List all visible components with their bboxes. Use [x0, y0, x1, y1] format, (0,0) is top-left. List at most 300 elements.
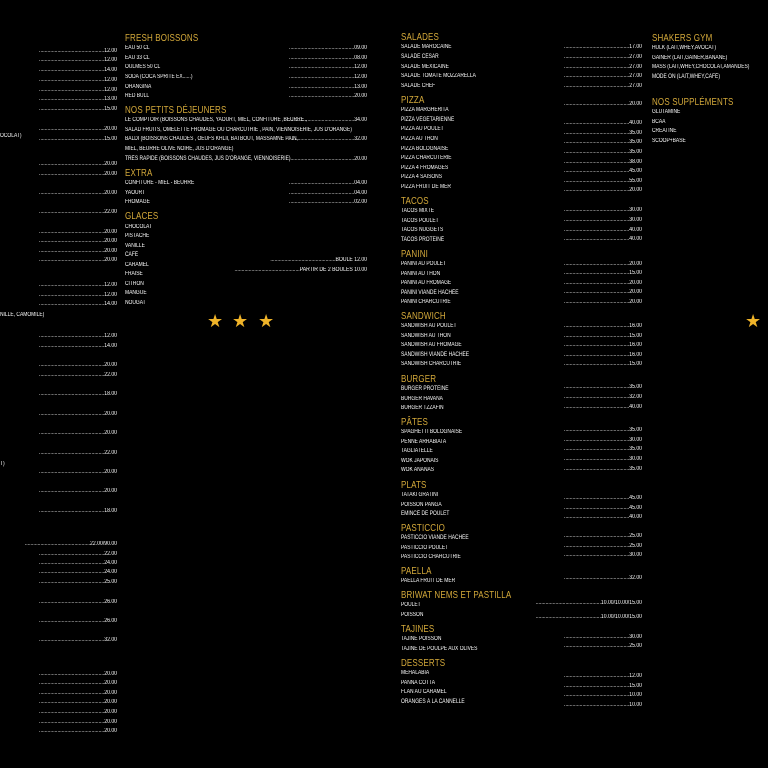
- pizza-price: [564, 178, 642, 185]
- leader-dots: ..............................................: [564, 404, 630, 410]
- fresh-boissons-item: EAU 50 CL: [125, 45, 150, 51]
- shakers-gym-item: GAINER (LAIT,GAINER,BANANE): [652, 55, 728, 61]
- price-value: 08.00: [354, 55, 367, 61]
- leader-dots: ..............................................: [39, 343, 105, 349]
- leader-dots: ..............................................: [39, 190, 105, 196]
- price-value: 27.00: [629, 54, 642, 60]
- price-value: 12.00: [354, 74, 367, 80]
- pizza-item: PIZZA VÉGÉTARIENNE: [401, 117, 455, 123]
- leader-dots: ..............................................: [39, 391, 105, 397]
- price-value: 17.00: [629, 44, 642, 50]
- glaces-price: [270, 257, 367, 264]
- leader-dots: ..............................................: [564, 236, 630, 242]
- salades-item: SALADE TOMATE MOZZARELLA: [401, 73, 476, 79]
- leader-dots: ..............................................: [564, 120, 630, 126]
- price-value: 20.00: [104, 728, 117, 734]
- jeuners-price: [289, 117, 368, 124]
- briwat-item: POULET: [401, 602, 421, 608]
- leader-dots: ..............................................: [289, 180, 355, 186]
- desserts-heading: DESSERTS: [401, 658, 446, 669]
- price-value: 30.00: [629, 437, 642, 443]
- leader-dots: ..............................................: [564, 217, 630, 223]
- leader-dots: ..............................................: [289, 64, 355, 70]
- col0-price: [39, 238, 117, 245]
- col0-price: [39, 551, 117, 558]
- extra-item: FROMAGE: [125, 199, 150, 205]
- pates-item: TAGLIATELLE: [401, 448, 433, 454]
- pates-item: WOK JAPONAIS: [401, 458, 439, 464]
- col0-price: [39, 229, 117, 236]
- col0-clipped-text: NILLE, CAMOMILE): [0, 312, 45, 318]
- leader-dots: ..............................................: [289, 84, 355, 90]
- fresh-price: [289, 45, 367, 52]
- price-value: 20.00: [104, 238, 117, 244]
- leader-dots: ..............................................: [39, 618, 105, 624]
- sandwich-price: [564, 323, 642, 330]
- price-value: 40.00: [629, 404, 642, 410]
- price-value: 40.00: [629, 120, 642, 126]
- leader-dots: ..............................................: [39, 238, 105, 244]
- price-value: 22.00: [104, 450, 117, 456]
- briwat-price: [535, 614, 642, 621]
- petits-dejeuners-item: MIEL, BEURRE OLIVE NOIRE, JUS D'ORANGE): [125, 146, 234, 152]
- leader-dots: ..............................................: [39, 728, 105, 734]
- price-value: 30.00: [629, 552, 642, 558]
- briwat-heading: BRIWAT NEMS ET PASTILLA: [401, 590, 512, 601]
- price-value: 34.00: [354, 117, 367, 123]
- price-value: 12.00: [104, 333, 117, 339]
- price-value: 25.00: [629, 533, 642, 539]
- pasticcio-item: PASTICCIO VIANDE HACHÉE: [401, 535, 469, 541]
- salades-price: [564, 73, 642, 80]
- col0-price: [39, 569, 117, 576]
- pasticcio-item: PASTICCIO CHARCUTRIE: [401, 554, 461, 560]
- price-value: 04.00: [354, 190, 367, 196]
- fresh-boissons-item: SODA (COCA SPRITE EX......): [125, 74, 193, 80]
- extra-price: [289, 190, 367, 197]
- leader-dots: ..............................................: [39, 248, 105, 254]
- fresh-boissons-item: RED BULL: [125, 93, 150, 99]
- pizza-item: PIZZA 4 SAISONS: [401, 174, 443, 180]
- price-value: 35.00: [629, 130, 642, 136]
- plats-item: TATAKI GRATINI: [401, 492, 439, 498]
- fresh-boissons-item: ORANGINA: [125, 84, 152, 90]
- leader-dots: ..............................................: [564, 437, 630, 443]
- leader-dots: ..............................................: [289, 190, 355, 196]
- desserts-price: [564, 673, 642, 680]
- pasticcio-heading: PASTICCIO: [401, 523, 445, 534]
- leader-dots: ..............................................: [535, 614, 601, 620]
- pizza-item: PIZZA MARGHERITA: [401, 107, 449, 113]
- pizza-item: PIZZA CHARCUTERIE: [401, 155, 452, 161]
- col0-price: [39, 106, 117, 113]
- col0-price: [39, 362, 117, 369]
- pizza-price: [564, 120, 642, 127]
- glaces-item: VANILLE: [125, 243, 145, 249]
- plats-item: POISSON PANGA: [401, 502, 442, 508]
- price-value: 20.00: [629, 289, 642, 295]
- price-value: 20.00: [104, 126, 117, 132]
- salades-item: SALADE MEXICAINE: [401, 64, 449, 70]
- col0-price: [39, 248, 117, 255]
- supplements-heading: NOS SUPPLÉMENTS: [652, 97, 734, 108]
- panini-item: PANINI AU FROMAGE: [401, 280, 452, 286]
- leader-dots: ..............................................: [39, 508, 105, 514]
- leader-dots: ..............................................: [564, 683, 630, 689]
- price-value: 30.00: [629, 456, 642, 462]
- price-value: 20.00: [354, 156, 367, 162]
- leader-dots: ..............................................: [564, 505, 630, 511]
- panini-heading: PANINI: [401, 249, 429, 260]
- price-value: 22.00: [104, 372, 117, 378]
- leader-dots: ..............................................: [564, 101, 630, 107]
- leader-dots: ..............................................: [564, 702, 630, 708]
- salades-price: [564, 54, 642, 61]
- col0-price: [39, 96, 117, 103]
- burger-item: BURGER TZZAFIN: [401, 405, 444, 411]
- pasticcio-price: [564, 552, 642, 559]
- price-value: 10.00/10.00/15.00: [600, 614, 642, 620]
- sandwich-heading: SANDWICH: [401, 311, 446, 322]
- pasticcio-price: [564, 533, 642, 540]
- plats-item: EMINCÉ DE POULET: [401, 511, 450, 517]
- price-value: 12.00: [104, 77, 117, 83]
- pates-price: [564, 456, 642, 463]
- leader-dots: ..............................................: [564, 299, 630, 305]
- leader-dots: ..............................................: [39, 450, 105, 456]
- leader-dots: ..............................................: [39, 229, 105, 235]
- glaces-item: MANGUE: [125, 290, 147, 296]
- salades-price: [564, 44, 642, 51]
- petits-dejeuners-item: TRÈS RAPIDE (BOISSONS CHAUDES, JUS D'ORANGE, VIENNOISERIE): [125, 156, 291, 162]
- price-value: 12.00: [629, 673, 642, 679]
- price-value: 27.00: [629, 73, 642, 79]
- leader-dots: ..............................................: [564, 692, 630, 698]
- leader-dots: ..............................................: [289, 45, 355, 51]
- col0-price: [39, 282, 117, 289]
- leader-dots: ..............................................: [289, 199, 355, 205]
- leader-dots: ..............................................: [39, 372, 105, 378]
- price-value: 10.00: [629, 702, 642, 708]
- tacos-price: [564, 236, 642, 243]
- price-value: 15.00: [629, 361, 642, 367]
- col0-price: [39, 136, 117, 143]
- col0-price: [39, 450, 117, 457]
- col0-clipped-text: T): [0, 461, 5, 467]
- col0-price: [39, 719, 117, 726]
- pizza-price: [564, 149, 642, 156]
- leader-dots: ..............................................: [39, 48, 105, 54]
- petits-dejeuners-item: BALDI (BOISSONS CHAUDES , OEUFS KHLII, BATBOUT, MASSAMNE PAIN,: [125, 136, 298, 142]
- col0-price: [39, 680, 117, 687]
- price-value: 20.00: [104, 680, 117, 686]
- price-value: 12.00: [104, 292, 117, 298]
- leader-dots: ..............................................: [39, 488, 105, 494]
- price-value: 45.00: [629, 505, 642, 511]
- leader-dots: ..............................................: [564, 64, 630, 70]
- price-value: 32.00: [629, 394, 642, 400]
- col0-price: [39, 87, 117, 94]
- pizza-item: PIZZA AU THON: [401, 136, 438, 142]
- col0-price: [39, 67, 117, 74]
- tacos-item: TACOS PROTEINÉ: [401, 237, 445, 243]
- burger-price: [564, 384, 642, 391]
- col0-price: [39, 77, 117, 84]
- leader-dots: ..............................................: [564, 139, 630, 145]
- leader-dots: ..............................................: [564, 575, 630, 581]
- price-value: 04.00: [354, 180, 367, 186]
- price-value: 20.00: [104, 469, 117, 475]
- leader-dots: ..............................................: [289, 55, 355, 61]
- leader-dots: ..............................................: [39, 67, 105, 73]
- leader-dots: ..............................................: [564, 149, 630, 155]
- pates-price: [564, 437, 642, 444]
- salades-item: SALADE CÉSAR: [401, 54, 439, 60]
- star-icon: ★: [745, 311, 762, 331]
- leader-dots: ..............................................: [39, 362, 105, 368]
- star-icon: ★: [232, 311, 249, 331]
- tacos-item: TACOS MIXTE: [401, 208, 434, 214]
- price-value: 14.00: [104, 301, 117, 307]
- panini-price: [564, 261, 642, 268]
- col0-price: [39, 430, 117, 437]
- col0-price: [24, 541, 117, 548]
- supplements-item: GLUTAMINE: [652, 109, 681, 115]
- price-value: 18.00: [104, 391, 117, 397]
- price-value: 20.00: [104, 171, 117, 177]
- leader-dots: ..............................................: [564, 643, 630, 649]
- col0-price: [39, 411, 117, 418]
- leader-dots: ..............................................: [39, 430, 105, 436]
- leader-dots: ..............................................: [564, 361, 630, 367]
- leader-dots: ..............................................: [39, 106, 105, 112]
- price-value: 15.00: [629, 683, 642, 689]
- price-value: 30.00: [629, 217, 642, 223]
- sandwich-item: SANDWISH AU FROMAGE: [401, 342, 462, 348]
- fresh-boissons-heading: FRESH BOISSONS: [125, 33, 199, 44]
- col0-price: [39, 709, 117, 716]
- leader-dots: ..............................................: [564, 514, 630, 520]
- pizza-item: PIZZA FRUIT DE MER: [401, 184, 451, 190]
- leader-dots: ..............................................: [39, 87, 105, 93]
- paella-item: PAELLA FRUIT DE MER: [401, 578, 456, 584]
- leader-dots: ..............................................: [564, 543, 630, 549]
- price-value: 30.00: [629, 634, 642, 640]
- leader-dots: ..............................................: [535, 600, 601, 606]
- shakers-gym-item: MASS (LAIT,WHEY,CHOCOLAT,AMANDES): [652, 64, 750, 70]
- col0-price: [39, 508, 117, 515]
- supplements-item: BCAA: [652, 119, 666, 125]
- salades-item: SALADE CHEF: [401, 83, 436, 89]
- price-value: 14.00: [104, 67, 117, 73]
- price-value: 20.00: [104, 690, 117, 696]
- pizza-item: PIZZA 4 FROMAGES: [401, 165, 449, 171]
- desserts-item: ORANGES À LA CANNELLE: [401, 699, 465, 705]
- price-value: 40.00: [629, 227, 642, 233]
- price-value: 16.00: [629, 323, 642, 329]
- tajines-price: [564, 643, 642, 650]
- fresh-price: [289, 55, 367, 62]
- col0-price: [39, 57, 117, 64]
- paella-price: [564, 575, 642, 582]
- leader-dots: ..............................................: [270, 257, 336, 263]
- desserts-price: [564, 702, 642, 709]
- price-value: 12.00: [104, 48, 117, 54]
- tacos-item: TACOS NUGGETS: [401, 227, 444, 233]
- price-value: 26.00: [104, 599, 117, 605]
- price-value: 20.00: [104, 161, 117, 167]
- col0-price: [39, 699, 117, 706]
- desserts-item: FLAN AU CARAMEL: [401, 689, 447, 695]
- col0-price: [39, 391, 117, 398]
- leader-dots: ..............................................: [564, 130, 630, 136]
- leader-dots: ..............................................: [564, 533, 630, 539]
- leader-dots: ..............................................: [289, 74, 355, 80]
- col0-price: [39, 671, 117, 678]
- leader-dots: ..............................................: [39, 671, 105, 677]
- panini-price: [564, 270, 642, 277]
- col0-price: [39, 171, 117, 178]
- pizza-price: [564, 130, 642, 137]
- price-value: 35.00: [629, 149, 642, 155]
- burger-item: BURGER PROTEINÉ: [401, 386, 449, 392]
- leader-dots: ..............................................: [39, 579, 105, 585]
- leader-dots: ..............................................: [289, 117, 355, 123]
- pates-item: PENNE ARRABIATA: [401, 439, 447, 445]
- leader-dots: ..............................................: [39, 77, 105, 83]
- price-value: 13.00: [104, 96, 117, 102]
- shakers-gym-item: HULK (LAIT,WHEY,AVOCAT): [652, 45, 716, 51]
- pates-price: [564, 446, 642, 453]
- pizza-item: PIZZA BOLOGNAISE: [401, 146, 449, 152]
- glaces-item: CARAMEL: [125, 262, 149, 268]
- tajines-price: [564, 634, 642, 641]
- price-value: 09.00: [354, 45, 367, 51]
- pizza-price: [564, 139, 642, 146]
- leader-dots: ..............................................: [39, 96, 105, 102]
- tacos-item: TACOS POULET: [401, 218, 439, 224]
- price-value: 55.00: [629, 178, 642, 184]
- pates-item: WOK ANANAS: [401, 467, 435, 473]
- leader-dots: ..............................................: [39, 126, 105, 132]
- pates-item: SPAGHETTI BOLOGNAISE: [401, 429, 463, 435]
- leader-dots: ..............................................: [564, 342, 630, 348]
- leader-dots: ..............................................: [39, 680, 105, 686]
- burger-item: BURGER HAVANA: [401, 396, 443, 402]
- jeuners-price: [289, 156, 367, 163]
- leader-dots: ..............................................: [564, 73, 630, 79]
- price-value: 30.00: [629, 207, 642, 213]
- leader-dots: ..............................................: [39, 171, 105, 177]
- price-value: 27.00: [629, 64, 642, 70]
- fresh-boissons-item: EAU 33 CL: [125, 55, 150, 61]
- price-value: 22.00: [104, 209, 117, 215]
- glaces-item: FRAISE: [125, 271, 143, 277]
- tacos-price: [564, 227, 642, 234]
- price-value: 20.00: [354, 93, 367, 99]
- col0-price: [39, 333, 117, 340]
- price-value: 14.00: [104, 343, 117, 349]
- price-value: 27.00: [629, 83, 642, 89]
- leader-dots: ..............................................: [39, 57, 105, 63]
- price-value: 10.00: [629, 692, 642, 698]
- leader-dots: ..............................................: [564, 352, 630, 358]
- leader-dots: ..............................................: [564, 384, 630, 390]
- salades-item: SALADE MAROCAINE: [401, 44, 452, 50]
- salades-price: [564, 64, 642, 71]
- panini-item: PANINI AU POULET: [401, 261, 447, 267]
- leader-dots: ..............................................: [289, 136, 355, 142]
- col0-price: [39, 579, 117, 586]
- tacos-heading: TACOS: [401, 196, 429, 207]
- pates-heading: PÂTES: [401, 417, 429, 428]
- price-value: 20.00: [629, 187, 642, 193]
- leader-dots: ..............................................: [234, 267, 300, 273]
- plats-price: [564, 505, 642, 512]
- supplements-item: SCOOP+BASE: [652, 138, 686, 144]
- price-value: 20.00: [104, 362, 117, 368]
- price-value: 20.00: [629, 280, 642, 286]
- desserts-item: MEHALABIA: [401, 670, 430, 676]
- price-value: 10.00/10.00/15.00: [600, 600, 642, 606]
- price-value: 20.00: [104, 430, 117, 436]
- price-value: 02.00: [354, 199, 367, 205]
- price-value: 20.00: [629, 101, 642, 107]
- price-value: 32.00: [104, 637, 117, 643]
- price-value: 12.00: [354, 64, 367, 70]
- price-value: 40.00: [629, 514, 642, 520]
- price-value: 16.00: [629, 352, 642, 358]
- leader-dots: ..............................................: [564, 394, 630, 400]
- price-value: 45.00: [629, 495, 642, 501]
- sandwich-price: [564, 342, 642, 349]
- col0-price: [39, 257, 117, 264]
- fresh-price: [289, 74, 367, 81]
- glaces-item: PISTACHE: [125, 233, 150, 239]
- price-value: 13.00: [354, 84, 367, 90]
- leader-dots: ..............................................: [39, 257, 105, 263]
- sandwich-price: [564, 352, 642, 359]
- price-value: 12.00: [104, 87, 117, 93]
- price-value: 20.00: [104, 411, 117, 417]
- tacos-price: [564, 217, 642, 224]
- price-value: 45.00: [629, 168, 642, 174]
- burger-price: [564, 404, 642, 411]
- plats-price: [564, 495, 642, 502]
- desserts-item: PANNA COTTA: [401, 680, 435, 686]
- price-value: 32.00: [629, 575, 642, 581]
- leader-dots: ..............................................: [39, 411, 105, 417]
- pates-price: [564, 466, 642, 473]
- extra-price: [289, 180, 367, 187]
- leader-dots: ..............................................: [564, 333, 630, 339]
- fresh-price: [289, 93, 367, 100]
- pizza-price: [564, 168, 642, 175]
- price-value: 20.00: [104, 488, 117, 494]
- tajines-item: TAJINE DE POULPE AUX OLIVES: [401, 646, 478, 652]
- leader-dots: ..............................................: [289, 93, 355, 99]
- col0-price: [39, 209, 117, 216]
- panini-price: [564, 280, 642, 287]
- leader-dots: ..............................................: [39, 551, 105, 557]
- leader-dots: ..............................................: [564, 44, 630, 50]
- jeuners-price: [289, 136, 367, 143]
- leader-dots: ..............................................: [564, 83, 630, 89]
- price-value: 35.00: [629, 466, 642, 472]
- leader-dots: ..............................................: [39, 599, 105, 605]
- star-icon: ★: [258, 311, 275, 331]
- petits-dejeuners-item: SALAD FRUITS, OMELETTE FROMAGE OU CHARCUTRIE , PAIN, VIENNOISERIE, JUS D'ORANGE): [125, 127, 352, 133]
